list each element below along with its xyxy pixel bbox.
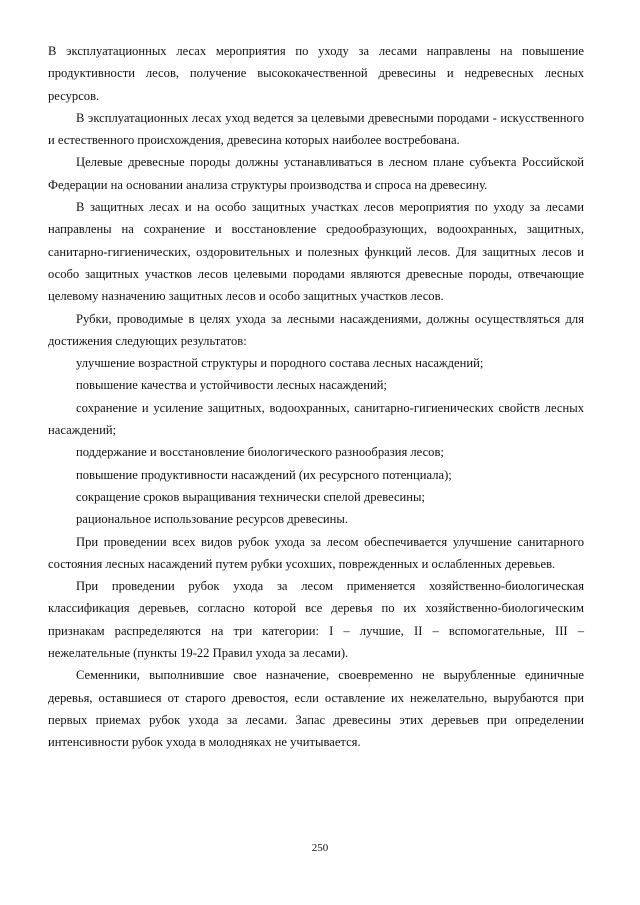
paragraph-target-species-care: В эксплуатационных лесах уход ведется за целевыми древесными породами - искусственного и естественного происхождения, древесина которых наиболее востребована. bbox=[48, 110, 584, 148]
paragraph-tree-classification: При проведении рубок ухода за лесом применяется хозяйственно-биологическая классификация деревьев, согласно которой все деревья по их хозяйственно-биологическим признакам распределяются на три категории: I – лучшие, II – вспомогательные, III – нежелательные (пункты 19-22 Правил ухода за лесами). bbox=[48, 579, 584, 661]
paragraph-target-species-plan: Целевые древесные породы должны устанавливаться в лесном плане субъекта Российской Федерации на основании анализа структуры производства и спроса на древесину. bbox=[48, 155, 584, 192]
list-item-quality-stability: повышение качества и устойчивости лесных насаждений; bbox=[76, 378, 387, 393]
list-item-productivity: повышение продуктивности насаждений (их ресурсного потенциала); bbox=[76, 467, 452, 482]
paragraph-sanitary-condition: При проведении всех видов рубок ухода за лесом обеспечивается улучшение санитарного состояния лесных насаждений путем рубки усохших, поврежденных и ослабленных деревьев. bbox=[48, 534, 584, 571]
paragraph-seed-trees: Семенники, выполнившие свое назначение, своевременно не вырубленные единичные деревья, оставшиеся от старого древостоя, если оставление их нежелательно, вырубаются при первых приемах рубок ухода за лесами. Запас древесины этих деревьев при определении интенсивности рубок ухода в молодняках не учитывается. bbox=[48, 668, 584, 750]
list-item-protective-properties: сохранение и усиление защитных, водоохранных, санитарно-гигиенических свойств лесных насаждений; bbox=[48, 400, 584, 438]
paragraph-exploitation-forests-goals: В эксплуатационных лесах мероприятия по уходу за лесами направлены на повышение продуктивности лесов, получение высококачественной древесины и недревесных лесных ресурсов. bbox=[48, 44, 584, 103]
list-item-rational-use: рациональное использование ресурсов древесины. bbox=[76, 512, 349, 527]
page-number: 250 bbox=[311, 842, 329, 854]
list-item-biodiversity: поддержание и восстановление биологического разнообразия лесов; bbox=[76, 445, 444, 460]
document-body bbox=[48, 40, 584, 754]
list-item-age-structure: улучшение возрастной структуры и породного состава лесных насаждений; bbox=[76, 356, 484, 371]
paragraph-protective-forests: В защитных лесах и на особо защитных участках лесов мероприятия по уходу за лесами направлены на сохранение и восстановление средообразующих, водоохранных, защитных, санитарно-гигиенических, оздоровительных и полезных функций лесов. Для защитных лесов и особо защитных участков лесов целевыми породами являются древесные породы, отвечающие целевому назначению защитных лесов и особо защитных участков лесов. bbox=[48, 200, 584, 304]
paragraph-thinning-results-intro: Рубки, проводимые в целях ухода за лесными насаждениями, должны осуществляться для достижения следующих результатов: bbox=[48, 311, 584, 348]
list-item-growing-period: сокращение сроков выращивания технически спелой древесины; bbox=[76, 489, 425, 504]
